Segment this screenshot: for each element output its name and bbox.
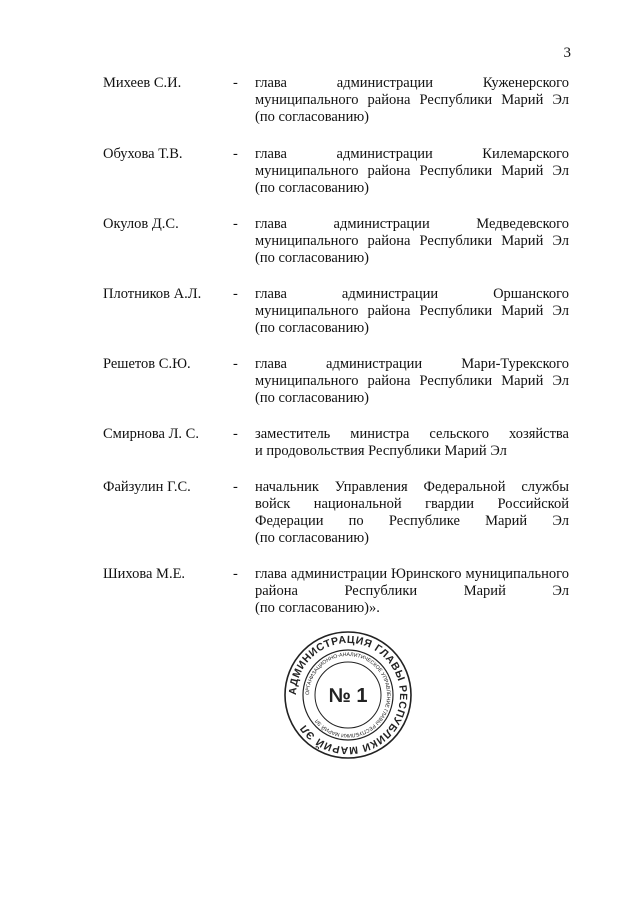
- entry-dash: -: [233, 479, 238, 495]
- position-line: муниципального района Республики Марий Эл: [255, 233, 569, 249]
- position-line: и продовольствия Республики Марий Эл: [255, 443, 507, 459]
- member-entry: [103, 216, 569, 267]
- position-line: (по согласованию): [255, 180, 369, 196]
- position-line: (по согласованию): [255, 109, 369, 125]
- member-position: [255, 566, 569, 617]
- position-line: глава администрации Мари-Турекского: [255, 356, 569, 372]
- entry-dash: -: [233, 216, 238, 232]
- position-line: глава администрации Медведевского: [255, 216, 569, 232]
- member-position: [255, 75, 569, 126]
- member-position: [255, 356, 569, 407]
- official-stamp: [283, 630, 413, 760]
- stamp-inner-text: ОРГАНИЗАЦИОННО-АНАЛИТИЧЕСКОЕ УПРАВЛЕНИЕ ГЛАВЫ РЕСПУБЛИКИ МАРИЙ ЭЛ: [304, 651, 392, 739]
- member-name: Окулов Д.С.: [103, 216, 179, 232]
- stamp-outer-text: АДМИНИСТРАЦИЯ ГЛАВЫ РЕСПУБЛИКИ МАРИЙ ЭЛ: [286, 633, 410, 757]
- position-line: муниципального района Республики Марий Эл: [255, 303, 569, 319]
- position-line: муниципального района Республики Марий Эл: [255, 163, 569, 179]
- entry-dash: -: [233, 286, 238, 302]
- member-name: Решетов С.Ю.: [103, 356, 191, 372]
- members-list: [103, 75, 569, 617]
- member-position: [255, 216, 569, 267]
- member-position: [255, 479, 569, 547]
- member-entry: [103, 566, 569, 617]
- member-name: Михеев С.И.: [103, 75, 182, 91]
- member-entry: [103, 286, 569, 337]
- position-line: (по согласованию): [255, 530, 369, 546]
- entry-dash: -: [233, 146, 238, 162]
- entry-dash: -: [233, 566, 238, 582]
- entry-dash: -: [233, 75, 238, 91]
- position-line: глава администрации Оршанского: [255, 286, 569, 302]
- member-entry: [103, 426, 569, 460]
- position-line: (по согласованию)».: [255, 600, 380, 616]
- position-line: начальник Управления Федеральной службы: [255, 479, 569, 495]
- position-line: войск национальной гвардии Российской: [255, 496, 569, 512]
- position-line: глава администрации Килемарского: [255, 146, 569, 162]
- member-entry: [103, 75, 569, 126]
- position-line: (по согласованию): [255, 250, 369, 266]
- member-entry: [103, 146, 569, 197]
- position-line: (по согласованию): [255, 390, 369, 406]
- position-line: (по согласованию): [255, 320, 369, 336]
- member-position: [255, 146, 569, 197]
- position-line: глава администрации Юринского муниципального: [255, 566, 569, 582]
- position-line: района Республики Марий Эл: [255, 583, 569, 599]
- member-name: Смирнова Л. С.: [103, 426, 199, 442]
- member-name: Файзулин Г.С.: [103, 479, 191, 495]
- member-name: Шихова М.Е.: [103, 566, 186, 582]
- position-line: заместитель министра сельского хозяйства: [255, 426, 569, 442]
- member-position: [255, 426, 569, 460]
- member-entry: [103, 479, 569, 547]
- member-position: [255, 286, 569, 337]
- position-line: Федерации по Республике Марий Эл: [255, 513, 569, 529]
- entry-dash: -: [233, 426, 238, 442]
- position-line: глава администрации Куженерского: [255, 75, 569, 91]
- member-name: Плотников А.Л.: [103, 286, 202, 302]
- stamp-number: № 1: [328, 685, 368, 707]
- position-line: муниципального района Республики Марий Эл: [255, 92, 569, 108]
- page-number: 3: [563, 45, 571, 61]
- member-entry: [103, 356, 569, 407]
- position-line: муниципального района Республики Марий Эл: [255, 373, 569, 389]
- member-name: Обухова Т.В.: [103, 146, 183, 162]
- entry-dash: -: [233, 356, 238, 372]
